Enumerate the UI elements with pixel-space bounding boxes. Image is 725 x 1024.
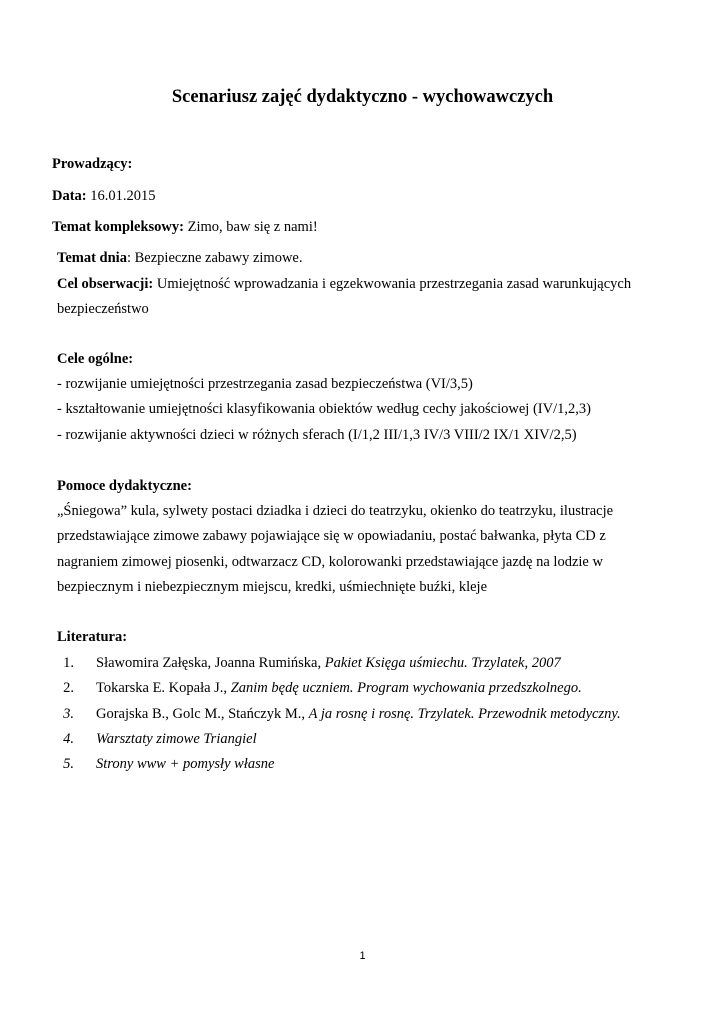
literatura-item-number: 2. xyxy=(63,680,74,696)
data-label: Data: xyxy=(52,188,87,204)
pomoce-line: przedstawiające zimowe zabawy pojawiające się w opowiadaniu, postać bałwanka, płyta CD z xyxy=(57,528,606,544)
data-value: 16.01.2015 xyxy=(86,188,156,204)
literatura-item-number: 4. xyxy=(63,731,74,747)
literatura-item xyxy=(54,705,621,723)
prowadzacy-line xyxy=(52,155,132,173)
literatura-item-title: Strony www + pomysły własne xyxy=(96,756,275,772)
literatura-item-number: 5. xyxy=(63,756,74,772)
temat-kompleksowy-line xyxy=(52,218,318,236)
cele-ogolne-item: - rozwijanie umiejętności przestrzegania zasad bezpieczeństwa (VI/3,5) xyxy=(57,376,473,392)
temat-kompleksowy-value: Zimo, baw się z nami! xyxy=(184,219,318,235)
prowadzacy-label: Prowadzący: xyxy=(52,156,133,172)
literatura-heading: Literatura: xyxy=(57,629,128,645)
literatura-item-author: Gorajska B., Golc M., Stańczyk M., xyxy=(96,706,309,722)
literatura-item-number: 1. xyxy=(63,655,74,671)
literatura-item xyxy=(54,755,274,773)
literatura-item xyxy=(54,730,257,748)
cele-ogolne-item: - rozwijanie aktywności dzieci w różnych sferach (I/1,2 III/1,3 IV/3 VIII/2 IX/1 XIV/2,5) xyxy=(57,427,577,443)
temat-kompleksowy-label: Temat kompleksowy: xyxy=(52,219,184,235)
cel-obserwacji-line xyxy=(57,275,631,293)
pomoce-line: „Śniegowa” kula, sylwety postaci dziadka i dzieci do teatrzyku, okienko do teatrzyku, ilustracje xyxy=(57,503,614,519)
literatura-item-author: Sławomira Załęska, Joanna Rumińska, xyxy=(96,655,325,671)
temat-dnia-label: Temat dnia xyxy=(57,250,127,266)
temat-dnia-line xyxy=(57,249,303,267)
pomoce-line: nagraniem zimowej piosenki, odtwarzacz CD, kolorowanki przedstawiające jazdę na lodzie w xyxy=(57,554,603,570)
literatura-item-number: 3. xyxy=(63,706,74,722)
literatura-item-title: Zanim będę uczniem. Program wychowania przedszkolnego. xyxy=(230,680,582,696)
cel-obserwacji-continuation: bezpieczeństwo xyxy=(57,301,149,317)
cel-obserwacji-label: Cel obserwacji: xyxy=(57,276,154,292)
literatura-item-title: Warsztaty zimowe Triangiel xyxy=(96,731,257,747)
literatura-item-title: Pakiet Księga uśmiechu. Trzylatek, 2007 xyxy=(324,655,561,671)
literatura-item xyxy=(54,654,561,672)
page-title: Scenariusz zajęć dydaktyczno - wychowawczych xyxy=(171,87,554,107)
temat-dnia-value: : Bezpieczne zabawy zimowe. xyxy=(126,250,303,266)
cele-ogolne-item: - kształtowanie umiejętności klasyfikowania obiektów według cechy jakościowej (IV/1,2,3) xyxy=(57,401,591,417)
data-line xyxy=(52,187,156,205)
cel-obserwacji-value: Umiejętność wprowadzania i egzekwowania przestrzegania zasad warunkujących xyxy=(153,276,632,292)
pomoce-line: bezpiecznym i niebezpiecznym miejscu, kredki, uśmiechnięte buźki, kleje xyxy=(57,579,488,595)
cele-ogolne-heading: Cele ogólne: xyxy=(57,351,134,367)
literatura-item xyxy=(54,679,582,697)
pomoce-heading: Pomoce dydaktyczne: xyxy=(57,478,192,494)
page-number: 1 xyxy=(359,950,366,962)
literatura-item-title: A ja rosnę i rosnę. Trzylatek. Przewodnik metodyczny. xyxy=(308,706,621,722)
literatura-item-author: Tokarska E. Kopała J., xyxy=(96,680,231,696)
